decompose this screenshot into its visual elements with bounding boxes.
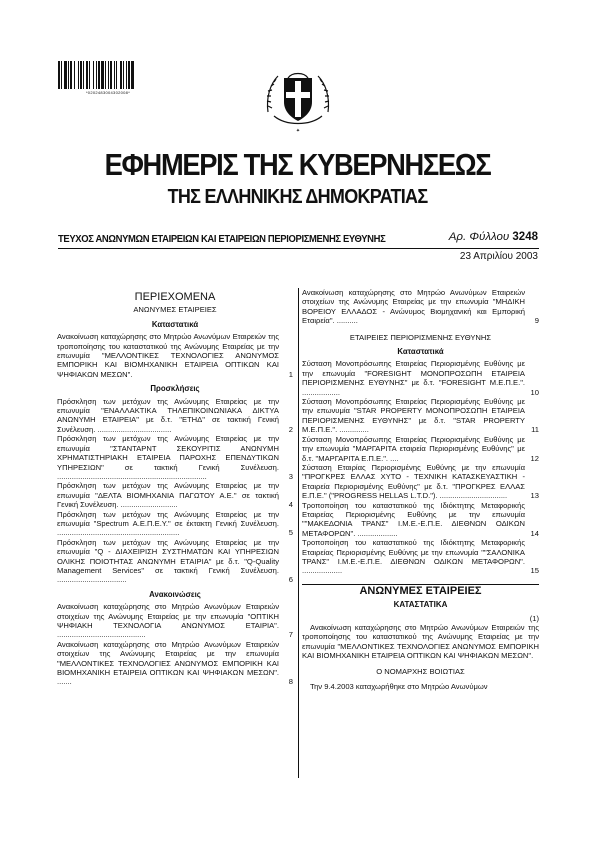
barcode — [58, 61, 158, 89]
toc-entry-page: 7 — [288, 630, 293, 640]
toc-entry-text: Πρόσκληση των μετόχων της Ανώνυμης Εταιρείας με την επωνυμία "ΔΕΛΤΑ ΒΙΟΜΗΧΑΝΙΑ ΠΑΓΩΤΟΥ Α.Ε." σε τακτική Γενική Συνέλευση. ........................... — [57, 481, 279, 510]
toc-entry[interactable] — [302, 359, 539, 397]
toc-entry-page: 1 — [288, 369, 293, 379]
toc-entry[interactable] — [57, 538, 293, 585]
toc-entry[interactable] — [302, 435, 539, 463]
toc-entry-text: Σύσταση Μονοπρόσωπης Εταιρείας Περιορισμένης Ευθύνης με την επωνυμία "FORESIGHT ΜΟΝΟΠΡΟΣΩΠΗ ΕΤΑΙΡΕΙΑ ΠΕΡΙΟΡΙΣΜΕΝΗΣ ΕΥΘΥΝΗΣ" με δ.τ. "FORESIGHT Μ.Ε.Π.Ε.". .................. — [302, 359, 525, 397]
toc-entry[interactable] — [57, 602, 293, 640]
toc-entry[interactable] — [57, 332, 293, 379]
issue-number-label — [449, 231, 538, 243]
issue-number: 3248 — [512, 231, 538, 243]
body-section-sub: ΚΑΤΑΣΤΑΤΙΚΑ — [393, 600, 448, 610]
issue-series: ΤΕΥΧΟΣ ΑΝΩΝΥΜΩΝ ΕΤΑΙΡΕΙΩΝ ΚΑΙ ΕΤΑΙΡΕΙΩΝ ΠΕΡΙΟΡΙΣΜΕΝΗΣ ΕΥΘΥΝΗΣ — [58, 233, 386, 245]
toc-entry[interactable] — [302, 463, 539, 501]
toc-entry[interactable] — [57, 510, 293, 538]
toc-entry-page: 15 — [530, 566, 539, 576]
toc-section-title: Ανακοινώσεις — [149, 589, 201, 599]
toc-entry[interactable] — [302, 397, 539, 435]
toc-entry[interactable] — [302, 538, 539, 576]
toc-section-title: Προσκλήσεις — [150, 384, 200, 394]
toc-epe-entries — [302, 359, 539, 575]
toc-entry-page: 5 — [288, 528, 293, 538]
toc-entry[interactable] — [302, 501, 539, 539]
gazette-title: ΕΦΗΜΕΡΙΣ ΤΗΣ ΚΥΒΕΡΝΗΣΕΩΣ — [104, 147, 491, 182]
body-closing-line: Την 9.4.2003 καταχωρήθηκε στο Μητρώο Ανωνύμων — [310, 682, 488, 692]
toc-entry-page: 3 — [288, 471, 293, 481]
toc-entry-text: Τροποποίηση του καταστατικού της Ιδιόκτητης Μεταφορικής Εταιρείας Περιορισμένης Ευθύνης με την επωνυμία ""ΜΑΚΕΔΟΝΙΑ ΤΡΑΝΣ" Ι.Μ.Ε.-Ε.Π.Ε. ΔΙΕΘΝΩΝ ΟΔΙΚΩΝ ΜΕΤΑΦΟΡΩΝ". ................... — [302, 500, 525, 538]
toc-entry-text: Πρόσκληση των μετόχων της Ανώνυμης Εταιρείας με την επωνυμία "Q - ΔΙΑΧΕΙΡΙΣΗ ΣΥΣΤΗΜΑΤΩΝ ΚΑΙ ΥΠΗΡΕΣΙΩΝ ΟΛΙΚΗΣ ΠΟΙΟΤΗΤΑΣ ΑΝΩΝΥΜΗ ΕΤΑΙΡΙΑ" με δ.τ. "Q-Quality Management Services" σε τακτική Γενική Συνέλευση. ................................. — [57, 537, 279, 585]
toc-section-title: Καταστατικά — [151, 319, 199, 329]
gazette-subtitle: ΤΗΣ ΕΛΛΗΝΙΚΗΣ ΔΗΜΟΚΡΑΤΙΑΣ — [167, 186, 428, 208]
toc-entry-text: Τροποποίηση του καταστατικού της Ιδιόκτητης Μεταφορικής Εταιρείας Περιορισμένης Ευθύνης με την επωνυμία ""ΣΑΛΟΝΙΚΑ ΤΡΑΝΣ" Ι.Μ.Ε.-Ε.Π.Ε. ΔΙΕΘΝΩΝ ΟΔΙΚΩΝ ΜΕΤΑΦΟΡΩΝ". ................... — [302, 538, 525, 576]
toc-entry[interactable] — [57, 640, 293, 687]
toc-entry-page: 13 — [530, 491, 539, 501]
column-divider — [298, 288, 299, 778]
body-announcement: Ανακοίνωση καταχώρησης στο Μητρώο Ανωνύμων Εταιρειών της τροποποίησης του καταστατικού της Ανώνυμης Εταιρείας με την επωνυμία "ΜΕΛΛΟΝΤΙΚΕΣ ΤΕΧΝΟΛΟΓΙΕΣ ΑΝΩΝΥΜΟΣ ΕΜΠΟΡΙΚΗ ΚΑΙ ΒΙΟΜΗΧΑΝΙΚΗ ΕΤΑΙΡΕΙΑ ΟΠΤΙΚΩΝ ΚΑΙ ΨΗΦΙΑΚΩΝ ΜΕΣΩΝ". — [302, 623, 539, 661]
toc-entry[interactable] — [302, 288, 539, 326]
toc-entry-text: Πρόσκληση των μετόχων της Ανώνυμης Εταιρείας με την επωνυμία "ΕΝΑΛΛΑΚΤΙΚΑ ΤΗΛΕΠΙΚΟΙΝΩΝΙΑΚΑ ΔΙΚΤΥΑ ΑΝΩΝΥΜΗ ΕΤΑΙΡΕΙΑ" με δ.τ. "ΕΤΗΔ" σε τακτική Γενική Συνέλευση. ................................... — [57, 396, 279, 434]
body-item-number: (1) — [529, 613, 539, 623]
body-section-heading: ΑΝΩΝΥΜΕΣ ΕΤΑΙΡΕΙΕΣ — [302, 584, 539, 596]
toc-entry-page: 8 — [288, 677, 293, 687]
toc-entry-text: Σύσταση Μονοπρόσωπης Εταιρείας Περιορισμένης Ευθύνης με την επωνυμία "STAR PROPERTY ΜΟΝΟΠΡΟΣΩΠΗ ΕΤΑΙΡΕΙΑ ΠΕΡΙΟΡΙΣΜΕΝΗΣ ΕΥΘΥΝΗΣ" με δ.τ. "STAR PROPERTY Μ.Ε.Π.Ε.". .............. — [302, 397, 525, 435]
toc-entry-text: Πρόσκληση των μετόχων της Ανώνυμης Εταιρείας με την επωνυμία "Spectrum Α.Ε.Π.Ε.Υ." σε έκτακτη Γενική Συνέλευση. .......................................................... — [57, 509, 279, 538]
toc-entry-page: 9 — [534, 316, 539, 326]
toc-entry-text: Ανακοίνωση καταχώρησης στο Μητρώο Ανωνύμων Εταιρειών στοιχείων της Ανώνυμης Εταιρείας με την επωνυμία "ΜΗΔΙΚΗ ΒΟΡΕΙΟΥ ΕΛΛΑΔΟΣ - Ανώνυμος Βιομηχανική και Εμπορική Εταιρεία". .......... — [302, 288, 525, 326]
toc-entry[interactable] — [57, 397, 293, 435]
issue-label: Αρ. Φύλλου — [448, 231, 510, 243]
toc-ae-heading: ΑΝΩΝΥΜΕΣ ΕΤΑΙΡΕΙΕΣ — [133, 305, 217, 315]
issue-date: 23 Απριλίου 2003 — [459, 251, 538, 262]
toc-entry-page: 10 — [530, 387, 539, 397]
header-divider — [58, 248, 539, 249]
greek-coat-of-arms-emblem — [262, 64, 334, 136]
toc-entry-page: 11 — [531, 425, 539, 435]
toc-entry-page: 14 — [530, 528, 539, 538]
toc-entry-page: 2 — [288, 424, 293, 434]
right-column — [302, 288, 539, 691]
toc-heading: ΠΕΡΙΕΧΟΜΕΝΑ — [134, 291, 216, 303]
toc-left-column — [57, 288, 293, 687]
toc-entry-text: Σύσταση Εταιρίας Περιορισμένης Ευθύνης με την επωνυμία "ΠΡΟΓΚΡΕΣ ΕΛΛΑΣ ΧΥΤΟ - ΤΕΧΝΙΚΗ ΚΑΤΑΣΚΕΥΑΣΤΙΚΗ - Εταιρεία Περιορισμένης Ευθύνης" με δ.τ. "ΠΡΟΓΚΡΕΣ ΕΛΛΑΣ Ε.Π.Ε." ("PROGRESS HELLAS L.T.D."). ................................ — [302, 462, 525, 501]
toc-entry-page: 4 — [288, 500, 293, 510]
svg-text:✦: ✦ — [295, 128, 301, 134]
toc-entry[interactable] — [57, 481, 293, 509]
toc-entry-page: 6 — [288, 575, 293, 585]
toc-entry-text: Ανακοίνωση καταχώρησης στο Μητρώο Ανωνύμων Εταιρειών στοιχείων της Ανώνυμης Εταιρείας με την επωνυμία "ΟΠΤΙΚΗ ΨΗΦΙΑΚΗ ΤΕΧΝΟΛΟΓΙΑ ΑΝΩΝΥΜΟΣ ΕΤΑΙΡΙΑ". .......................................... — [57, 602, 279, 640]
toc-entry-text: Σύσταση Μονοπρόσωπης Εταιρείας Περιορισμένης Ευθύνης με την επωνυμία "ΜΑΡΓΑΡΙΤΑ εταιρεία Περιορισμένης Ευθύνης" με δ.τ. "ΜΑΡΓΑΡΙΤΑ Ε.Π.Ε.". .... — [302, 434, 525, 463]
toc-ae-sections — [57, 320, 293, 687]
barcode-number: *0202483004302008* — [85, 90, 131, 95]
toc-entry-page: 12 — [530, 453, 539, 463]
toc-epe-heading: ΕΤΑΙΡΕΙΕΣ ΠΕΡΙΟΡΙΣΜΕΝΗΣ ΕΥΘΥΝΗΣ — [349, 332, 492, 342]
toc-entry-text: Ανακοίνωση καταχώρησης στο Μητρώο Ανωνύμων Εταιρειών της τροποποίησης του καταστατικού της Ανώνυμης Εταιρείας με την επωνυμία "ΜΕΛΛΟΝΤΙΚΕΣ ΤΕΧΝΟΛΟΓΙΕΣ ΑΝΩΝΥΜΟΣ ΕΜΠΟΡΙΚΗ ΚΑΙ ΒΙΟΜΗΧΑΝΙΚΗ ΕΤΑΙΡΕΙΑ ΟΠΤΙΚΩΝ ΚΑΙ ΨΗΦΙΑΚΩΝ ΜΕΣΩΝ". — [57, 332, 279, 379]
toc-entry[interactable] — [57, 434, 293, 481]
toc-epe-section-title: Καταστατικά — [397, 347, 444, 357]
toc-entry-text: Πρόσκληση των μετόχων της Ανώνυμης Εταιρείας με την επωνυμία "ΣΤΑΝΤΑΡΝΤ ΣΕΚΟΥΡΙΤΙΣ ΑΝΩΝΥΜΗ ΧΡΗΜΑΤΙΣΤΗΡΙΑΚΗ ΕΤΑΙΡΕΙΑ ΠΑΡΟΧΗΣ ΕΠΕΝΔΥΤΙΚΩΝ ΥΠΗΡΕΣΙΩΝ" σε τακτική Γενική Συνέλευση. ....................................................................... — [57, 434, 279, 481]
toc-entry-text: Ανακοίνωση καταχώρησης στο Μητρώο Ανωνύμων Εταιρειών στοιχείων της Ανώνυμης Εταιρείας με την επωνυμία "ΜΕΛΛΟΝΤΙΚΕΣ ΤΕΧΝΟΛΟΓΙΕΣ ΑΝΩΝΥΜΟΣ ΕΜΠΟΡΙΚΗ ΚΑΙ ΒΙΟΜΗΧΑΝΙΚΗ ΕΤΑΙΡΕΙΑ ΟΠΤΙΚΩΝ ΚΑΙ ΨΗΦΙΑΚΩΝ ΜΕΣΩΝ". ....... — [57, 639, 279, 687]
body-signatory: Ο ΝΟΜΑΡΧΗΣ ΒΟΙΩΤΙΑΣ — [376, 666, 465, 676]
